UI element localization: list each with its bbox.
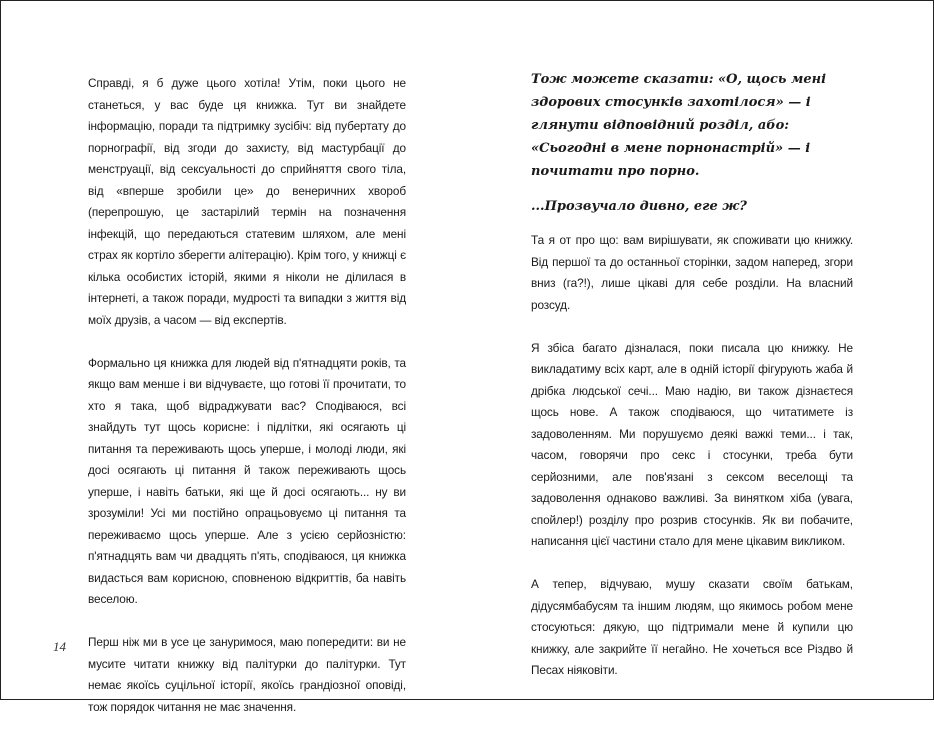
right-text-column: [531, 68, 853, 703]
left-paragraph-3: Перш ніж ми в усе це зануримося, маю попередити: ви не мусите читати книжку від палітурки до палітурки. Тут немає якоїсь суцільної історії, якоїсь грандіозної оповіді, тож порядок читання не має значення.: [88, 635, 406, 714]
right-paragraph-3: А тепер, відчуваю, мушу сказати своїм батькам, дідусямбабусям та іншим людям, що якимось робом мене стосуються: дякую, що підтримали мене й купили цю книжку, але закрийте її негайно. Не хочеться все Різдво й Песах ніяковіти.: [531, 577, 853, 677]
lead-quote: Тож можете сказати: «О, щось мені здорових стосунків захотілося» — і глянути відповідний розділ, або: «Сьогодні в мене порнонастрій» — і почитати про порно.: [531, 72, 827, 179]
left-paragraph-1: Справді, я б дуже цього хотіла! Утім, поки цього не станеться, у вас буде ця книжка. Тут ви знайдете інформацію, поради та підтримку зусібіч: від пубертату до порнографії, від згоди до захисту, від мастурбації до менструації, від сексуальності до сприйняття свого тіла, від «вперше зробили це» до венеричних хвороб (перепрошую, це застарілий термін на позначення інфекцій, що передаються статевим шляхом, але мені страх як кортіло зберегти алітерацію). Крім того, у книжці є кілька особистих історій, якими я ніколи не ділилася в інтернеті, а також поради, мудрості та випадки з життя від моїх друзів, а часом — від експертів.: [88, 76, 406, 327]
left-page: [1, 1, 467, 714]
right-paragraph-1: Та я от про що: вам вирішувати, як споживати цю книжку. Від першої та до останньої сторінки, задом наперед, згори вниз (га?!), лише цікаві для себе розділи. На власний розсуд.: [531, 233, 853, 312]
subheading: ...Прозвучало дивно, еге ж?: [531, 199, 747, 214]
left-paragraph-2: Формально ця книжка для людей від п'ятнадцяти років, та якщо вам менше і ви відчуваєте, що готові її прочитати, то хто я така, щоб відраджувати вас? Сподіваюся, всі знайдуть тут щось корисне: і підлітки, які осягають ці питання та переживають щось уперше, і молоді люди, які досі осягають ці питання й також переживають щось уперше, і навіть батьки, які ще й досі осягають... ну ви зрозуміли! Усі ми постійно опрацьовуємо ці питання та переживаємо щось уперше. Але з усією серйозністю: п'ятнадцять вам чи двадцять п'ять, сподіваюся, ця книжка видасться вам корисною, сповненою відкриттів, ба навіть веселою.: [88, 355, 406, 606]
page-number: 14: [53, 639, 66, 654]
right-page: [467, 1, 933, 699]
left-text-column: [88, 73, 406, 740]
right-paragraph-2: Я збіса багато дізналася, поки писала цю книжку. Не викладатиму всіх карт, але в одній історії фігурують жаба й дрібка людської сечі... Маю надію, ви також дізнаєтеся щось нове. А також сподіваюся, що читатимете із задоволенням. Ми порушуємо деякі важкі теми... і так, часом, говорячи про секс і стосунки, треба бути серйозними, але пов'язані з сексом веселощі та задоволення однаково важливі. За винятком хіба (увага, спойлер!) розділу про розрив стосунків. Як ви побачите, написання цієї частини стало для мене цікавим викликом.: [531, 340, 853, 548]
